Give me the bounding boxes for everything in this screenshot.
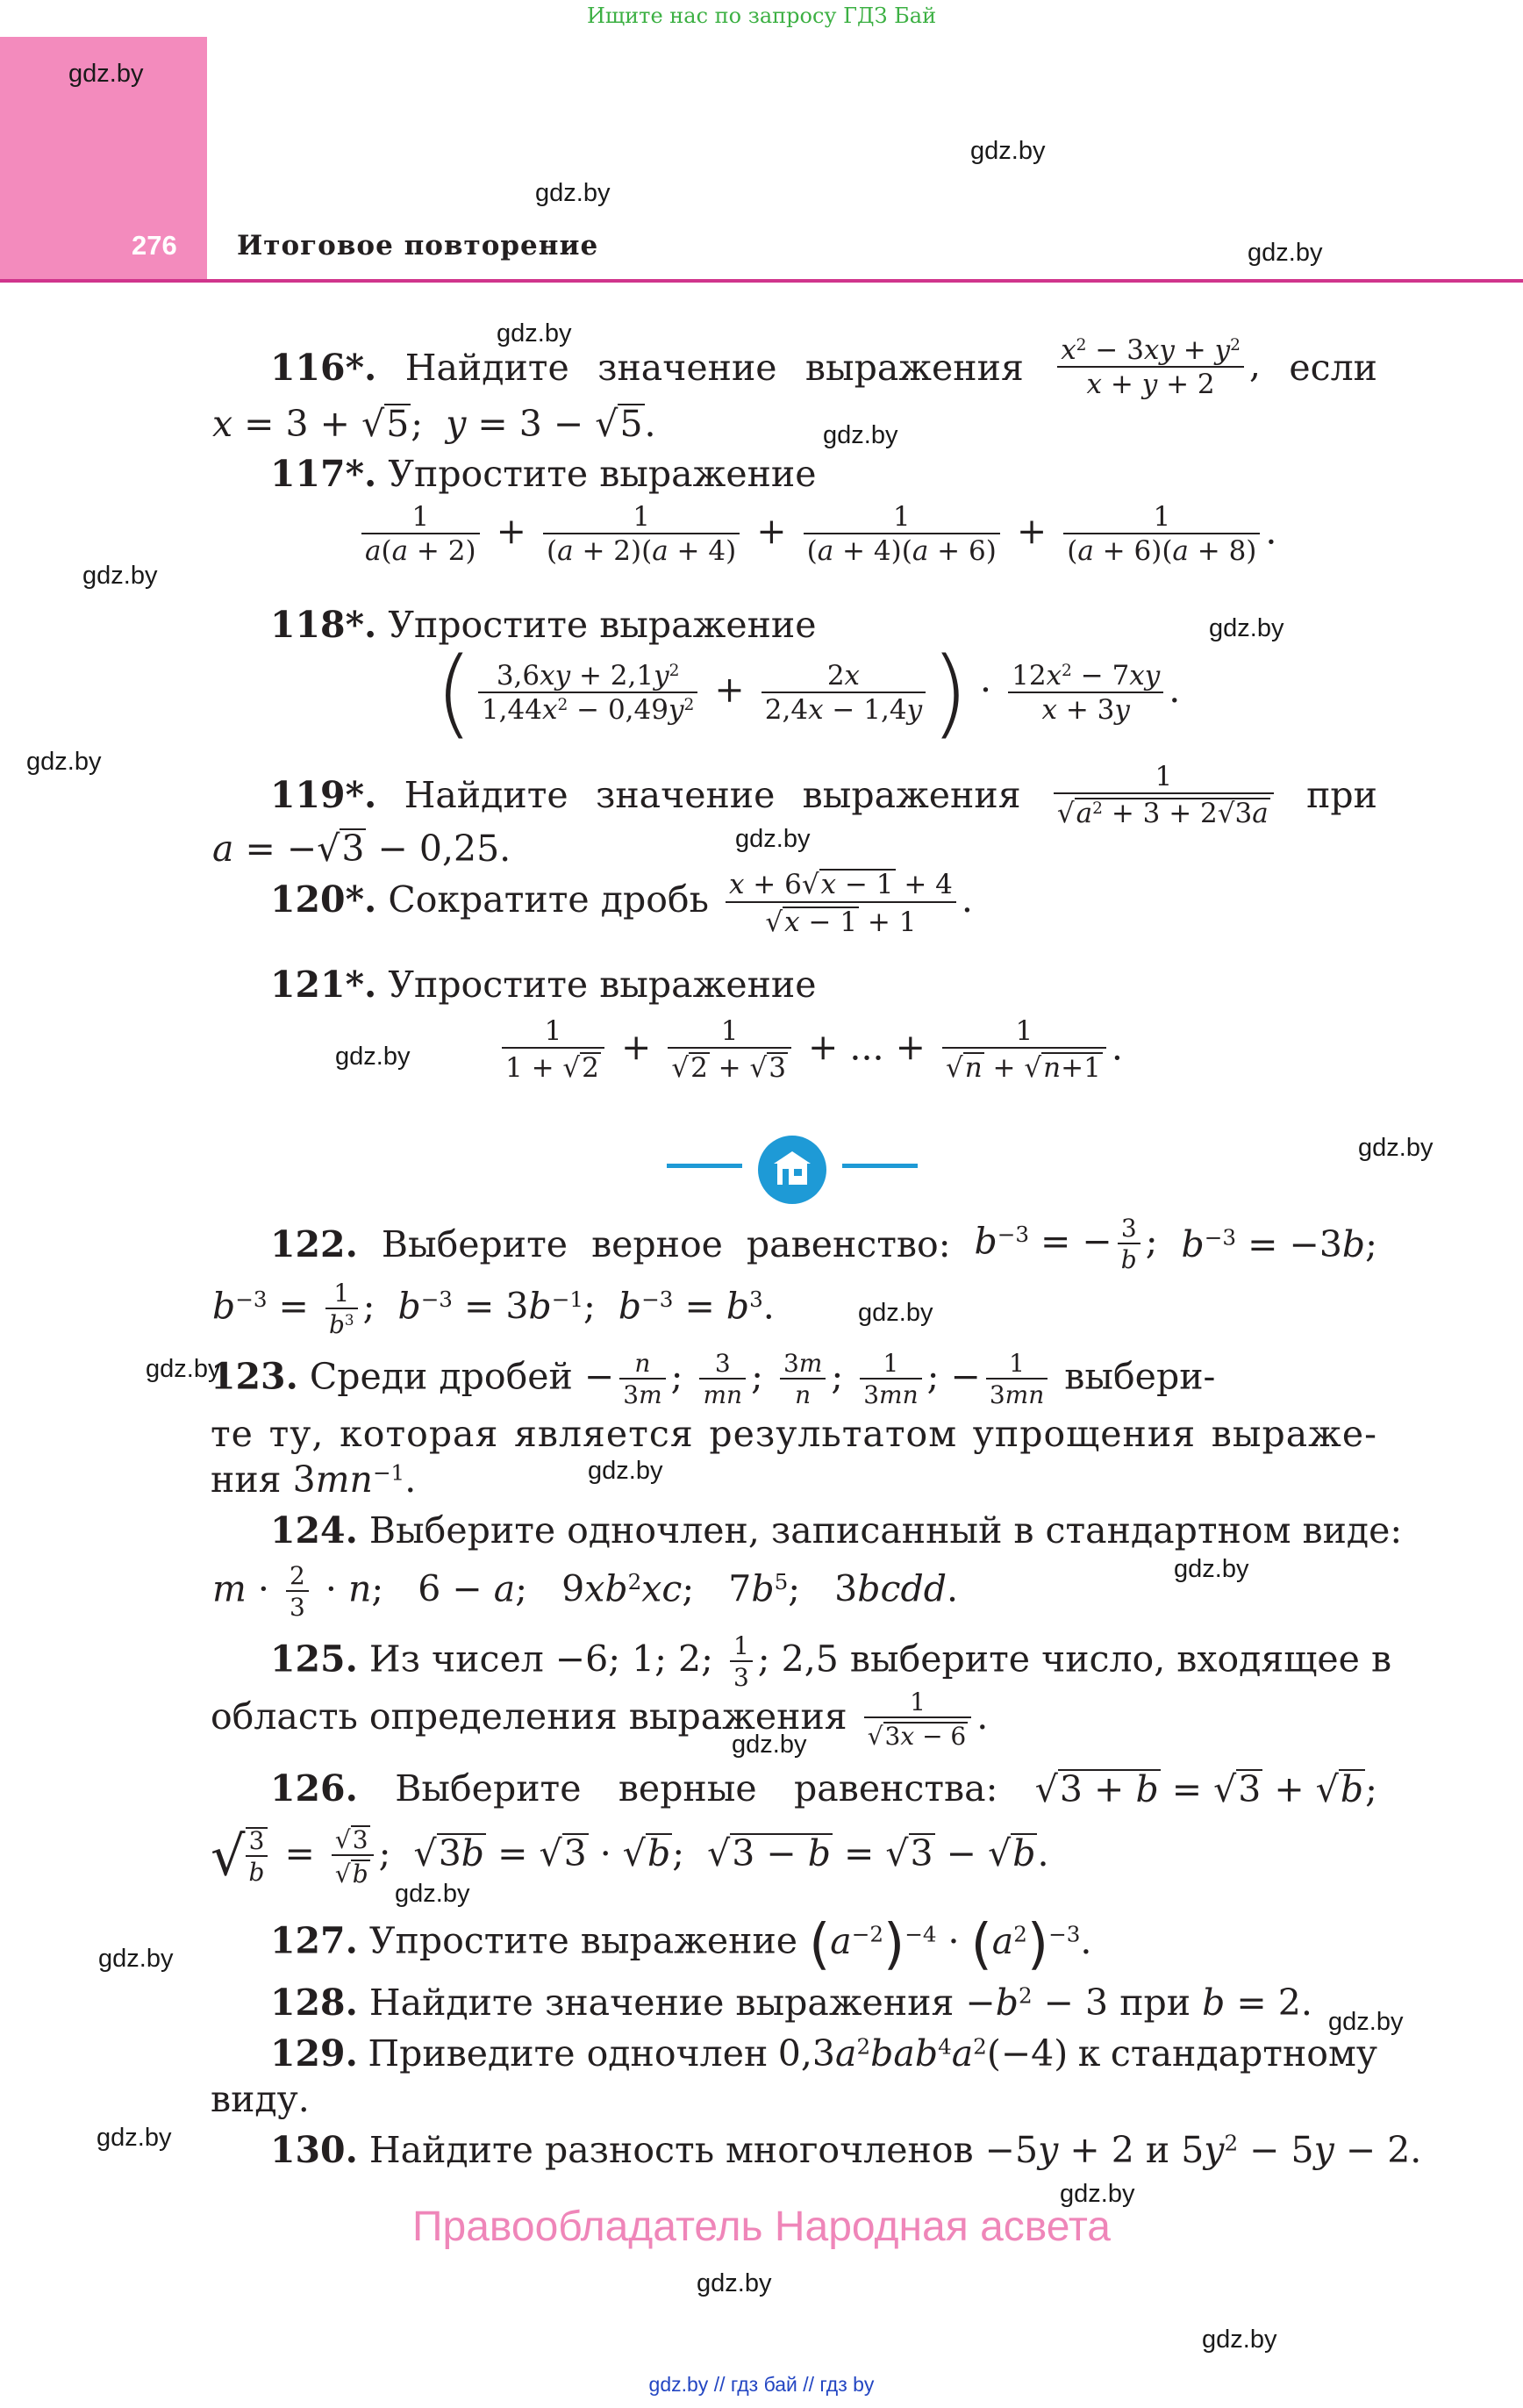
problem-129-line2: виду. xyxy=(211,2078,310,2120)
math-expression: $b^{-3}$ = $\frac{1}{b^3}$ ; $b^{-3} = 3b^{-1}$; $b^{-3} = b^3$. xyxy=(212,1279,775,1339)
problem-117-title: 117*. Упростите выражение xyxy=(270,453,817,495)
watermark: gdz.by xyxy=(97,2124,172,2152)
watermark: gdz.by xyxy=(1328,2008,1404,2036)
watermark: gdz.by xyxy=(146,1355,221,1383)
watermark: gdz.by xyxy=(697,2269,772,2297)
watermark: gdz.by xyxy=(1248,239,1323,267)
watermark: gdz.by xyxy=(1202,2326,1277,2354)
watermark: gdz.by xyxy=(1209,614,1284,642)
math-expression: $\frac{1}{1 + √2}$ + $\frac{1}{√2 + √3}$ + ... + $\frac{1}{√n + √n+1}$ . xyxy=(497,1018,1123,1083)
math-expression: a = −√3 − 0,25. xyxy=(212,828,511,870)
divider-line xyxy=(842,1164,918,1168)
watermark: gdz.by xyxy=(858,1299,933,1327)
watermark: gdz.by xyxy=(395,1880,470,1908)
copyright-notice: Правообладатель Народная асвета xyxy=(412,2204,1111,2250)
problem-120-line: 120*. Сократите дробь $\frac{x + 6√x - 1 + 4}{√x - 1 + 1}$ . xyxy=(270,869,973,938)
math-expression: $\frac{1}{a(a + 2)}$ + $\frac{1}{(a + 2)(a + 4)}$ + $\frac{1}{(a + 4)(a + 6)}$ + $\frac{1}{(a + 6)(a + 8)}$ . xyxy=(356,504,1276,565)
footer-links[interactable]: gdz.by // гдз бай // гдз by xyxy=(648,2373,875,2396)
divider-line xyxy=(667,1164,742,1168)
math-expression: 1 $√a^2 + 3 + 2√3a$ xyxy=(1054,763,1274,828)
watermark: gdz.by xyxy=(970,137,1046,165)
math-expression: $(a^{-2})^{-4} \cdot (a^2)^{-3}$. xyxy=(809,1911,1092,1975)
math-expression: $\frac{x + 6√x - 1 + 4}{√x - 1 + 1}$ xyxy=(726,869,956,936)
search-banner[interactable]: Ищите нас по запросу ГДЗ Бай xyxy=(586,4,937,28)
watermark: gdz.by xyxy=(588,1457,663,1485)
watermark: gdz.by xyxy=(1060,2180,1135,2208)
watermark: gdz.by xyxy=(26,748,102,776)
math-expression: ( $\frac{3,6xy + 2,1y^2}{1,44x^2 - 0,49y^2}$ + $\frac{2x}{2,4x - 1,4y}$ ) · $\frac{12x^2 - 7xy}{x + 3y}$ . xyxy=(435,636,1181,749)
watermark: gdz.by xyxy=(1358,1134,1434,1162)
watermark: gdz.by xyxy=(82,562,158,590)
problem-128-line: 128. Найдите значение выражения $-b^2 - 3$ при b = 2. xyxy=(270,1982,1312,2024)
problem-123-line2: те ту, которая является результатом упрощения выраже- xyxy=(211,1413,1377,1455)
math-expression: $b^{-3} = -3b$; xyxy=(1181,1222,1377,1265)
problem-125-line1: 125. Из чисел −6; 1; 2; $\frac{1}{3}$ ; 2,5 выберите число, входящее в xyxy=(270,1631,1392,1692)
problem-124-title: 124. Выберите одночлен, записанный в стандартном виде: xyxy=(270,1509,1403,1552)
problem-118-title: 118*. Упростите выражение xyxy=(270,604,817,646)
watermark: gdz.by xyxy=(1174,1555,1249,1583)
problem-119-line1: 119*. Найдите значение выражения 1 $√a^2 + 3 + 2√3a$ при xyxy=(270,761,1377,829)
math-expression: $0,3a^2bab^4a^2(-4)$ xyxy=(777,2032,1069,2075)
problem-123-line1: 123. Среди дробей − $\frac{n}{3m}$ ; $\frac{3}{mn}$ ; $\frac{3m}{n}$ ; $\frac{1}{3mn}$ ; − $\frac{1}{3mn}$ выбери- xyxy=(211,1349,1216,1409)
house-icon xyxy=(758,1136,826,1204)
problem-121-title: 121*. Упростите выражение xyxy=(270,964,817,1006)
header-rule xyxy=(0,279,1523,283)
watermark: gdz.by xyxy=(823,421,898,449)
math-expression: x = 3 + √5; y = 3 − √5. xyxy=(212,403,656,445)
problem-122-line1: 122. Выберите верное равенство: $b^{-3}$ = − $\frac{3}{b}$ ; $b^{-3} = -3b$; xyxy=(270,1214,1377,1274)
watermark: gdz.by xyxy=(98,1945,174,1973)
problem-number: 116*. xyxy=(270,346,377,389)
watermark: gdz.by xyxy=(335,1043,411,1071)
problem-126-line1: 126. Выберите верные равенства: √3 + b = √3 + √b; xyxy=(270,1767,1377,1810)
problem-125-line2: область определения выражения $\frac{1}{√3x - 6}$ . xyxy=(211,1688,989,1751)
math-expression: m · $\frac{2}{3}$ · n; 6 − a; $9xb^2xc$; $7b^5$; 3bcdd. xyxy=(212,1561,958,1622)
watermark: gdz.by xyxy=(68,60,144,88)
math-expression: √3 + b = √3 + √b; xyxy=(1034,1768,1377,1810)
watermark: gdz.by xyxy=(535,179,611,207)
math-expression: √ $\frac{3}{b}$ = $\frac{√3}{√b}$ ; √3b = √3 · √b; √3 − b = √3 − √b. xyxy=(211,1824,1049,1889)
math-expression: $\frac{x^2 - 3xy + y^2}{x + y + 2}$ , xyxy=(1052,337,1261,398)
math-expression: $b^{-3}$ = − $\frac{3}{b}$ ; xyxy=(974,1214,1158,1274)
math-expression: $\frac{1}{√3x - 6}$ xyxy=(864,1690,972,1749)
problem-123-line3: ния $3mn^{-1}$. xyxy=(211,1458,417,1501)
problem-130-line: 130. Найдите разность многочленов −5y + 2 и $5y^2 - 5y - 2$. xyxy=(270,2129,1422,2171)
watermark: gdz.by xyxy=(735,825,811,853)
page-number: 276 xyxy=(132,230,177,261)
watermark: gdz.by xyxy=(732,1731,807,1759)
problem-129-line1: 129. Приведите одночлен $0,3a^2bab^4a^2(-4)$ к стандартному xyxy=(270,2032,1377,2075)
problem-116-line1: 116*. Найдите значение выражения $\frac{x^2 - 3xy + y^2}{x + y + 2}$ , если xyxy=(270,334,1377,400)
problem-127-line: 127. Упростите выражение $(a^{-2})^{-4} \cdot (a^2)^{-3}$. xyxy=(270,1911,1092,1975)
running-head: Итоговое повторение xyxy=(237,230,599,262)
watermark: gdz.by xyxy=(497,319,572,348)
